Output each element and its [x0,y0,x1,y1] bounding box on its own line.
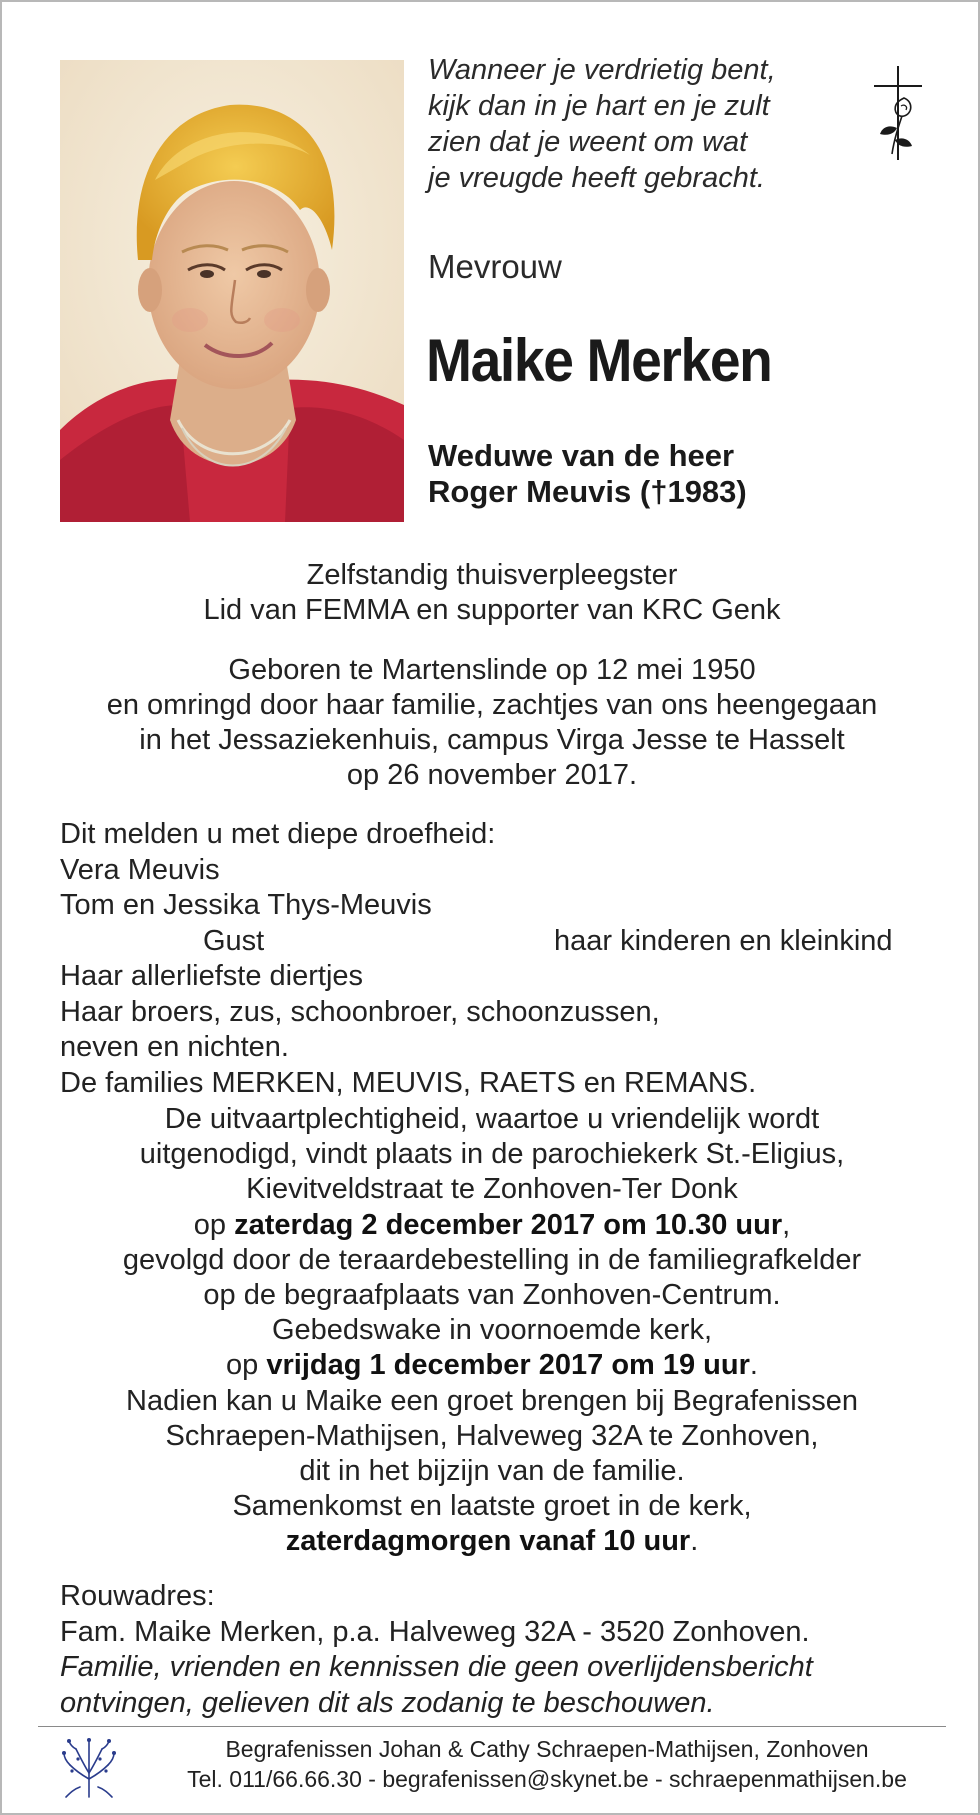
vigil-date: vrijdag 1 december 2017 om 19 uur [266,1349,750,1382]
footer-line: Begrafenissen Johan & Cathy Schraepen-Mathijsen, Zonhoven [225,1736,869,1762]
grandchild-name: Gust [203,924,265,957]
cross-with-rose-icon [868,62,928,162]
funeral-line: Samenkomst en laatste groet in de kerk, [232,1490,752,1523]
portrait-photo [60,60,404,522]
family-block [60,817,940,1101]
funeral-line: Gebedswake in voornoemde kerk, [271,1314,713,1347]
funeral-text: op [226,1349,267,1382]
family-member: Haar allerliefste diertjes [60,960,364,992]
funeral-line: Kievitveldstraat te Zonhoven-Ter Donk [246,1173,738,1206]
family-intro: Dit melden u met diepe droefheid: [60,818,496,850]
poem-line: kijk dan in je hart en je zult [428,90,770,122]
poem [428,52,776,196]
spouse-info [428,438,747,510]
funeral-text: , [782,1208,791,1241]
funeral-line: dit in het bijzijn van de familie. [299,1455,685,1488]
mourning-address [60,1579,813,1721]
birth-death-line: Geboren te Martenslinde op 12 mei 1950 [228,654,756,686]
vigil-date-line [42,1348,942,1383]
undertaker-footer [122,1734,972,1794]
occupation-line: Lid van FEMMA en supporter van KRC Genk [203,594,781,626]
spouse-line: Roger Meuvis (†1983) [428,474,747,509]
occupation-line: Zelfstandig thuisverpleegster [306,559,678,591]
funeral-line: Schraepen-Mathijsen, Halveweg 32A te Zonhoven, [165,1419,819,1452]
birth-death-line: op 26 november 2017. [346,759,638,791]
funeral-text: . [749,1349,758,1382]
funeral-line: uitgenodigd, vindt plaats in de parochiekerk St.-Eligius, [139,1138,845,1171]
tree-logo-icon [58,1735,120,1799]
funeral-text: . [690,1525,699,1558]
funeral-date-line [42,1208,942,1243]
address-line: Fam. Maike Merken, p.a. Halveweg 32A - 3520 Zonhoven. [60,1615,810,1648]
birth-death-line: en omringd door haar familie, zachtjes van ons heengegaan [106,689,878,721]
funeral-line: op de begraafplaats van Zonhoven-Centrum. [203,1279,781,1312]
farewell-time: zaterdagmorgen vanaf 10 uur [285,1525,691,1558]
grandchild-note: haar kinderen en kleinkind [554,924,893,957]
family-member: neven en nichten. [60,1031,289,1063]
family-member: Vera Meuvis [60,853,220,886]
address-label: Rouwadres: [60,1580,215,1612]
funeral-date: zaterdag 2 december 2017 om 10.30 uur [234,1208,783,1241]
address-note: ontvingen, gelieven dit als zodanig te beschouwen. [60,1686,715,1719]
funeral-details [42,1102,942,1560]
funeral-text: op [193,1208,235,1241]
footer-contact-line: Tel. 011/66.66.30 - begrafenissen@skynet.be - schraepenmathijsen.be [187,1766,907,1792]
family-member: De families MERKEN, MEUVIS, RAETS en REMANS. [60,1066,757,1099]
farewell-time-line [42,1524,942,1559]
funeral-line: Nadien kan u Maike een groet brengen bij Begrafenissen [126,1384,858,1417]
poem-line: Wanneer je verdrietig bent, [428,54,776,86]
family-member: Haar broers, zus, schoonbroer, schoonzussen, [60,995,660,1028]
poem-line: je vreugde heeft gebracht. [428,162,765,194]
portrait-illustration [60,60,404,522]
occupation-block [42,558,942,628]
footer-divider [38,1726,946,1727]
grandchild-row [60,924,940,960]
funeral-line: gevolgd door de teraardebestelling in de familiegrafkelder [122,1243,862,1276]
honorific: Mevrouw [428,248,562,285]
birth-death-line: in het Jessaziekenhuis, campus Virga Jesse te Hasselt [139,724,845,756]
birth-death-block [42,653,942,793]
deceased-name: Maike Merken [426,327,772,394]
poem-line: zien dat je weent om wat [428,126,748,158]
spouse-line: Weduwe van de heer [428,438,735,473]
funeral-line: De uitvaartplechtigheid, waartoe u vriendelijk wordt [164,1103,820,1135]
address-note: Familie, vrienden en kennissen die geen overlijdensbericht [60,1651,813,1683]
family-member: Tom en Jessika Thys-Meuvis [60,889,432,921]
